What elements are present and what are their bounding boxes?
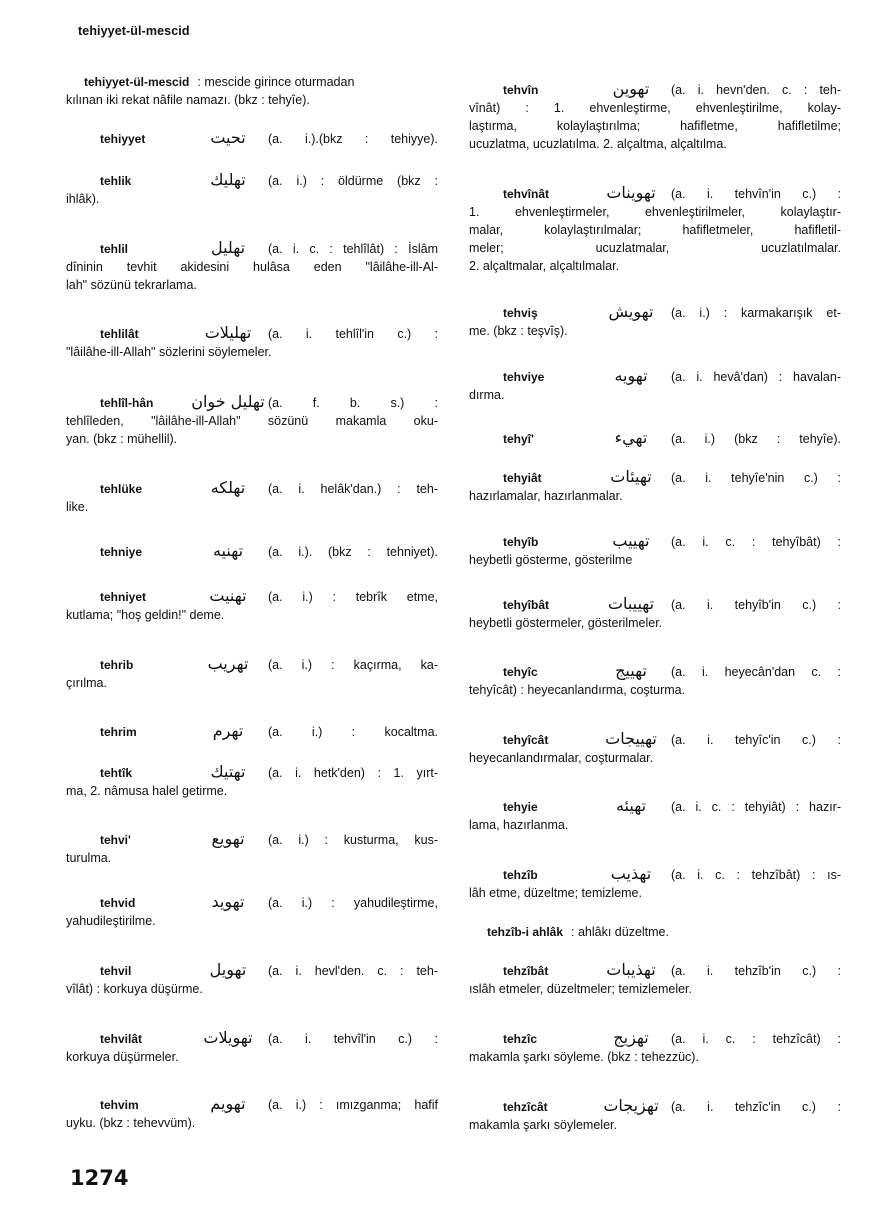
dictionary-entry: [66, 722, 438, 741]
entry-definition-line: me. (bkz : teşvîş).: [469, 324, 568, 338]
dictionary-entry: [66, 893, 438, 930]
entry-arabic-script: تهوينات: [606, 183, 656, 202]
entry-first-line: [469, 595, 841, 614]
entry-definition: (a. i. tehvîn'in c.) :: [671, 187, 841, 201]
entry-definition: (a. i. heyecân'dan c. :: [671, 665, 841, 679]
entry-definition: (a. i.) : kocaltma.: [268, 725, 438, 739]
entry-headword: tehzîcât: [503, 1100, 548, 1114]
entry-definition-line: dırma.: [469, 388, 505, 402]
entry-arabic-script: تهزيجات: [603, 1096, 659, 1115]
entry-definition: (a. i. c. : tehzîcât) :: [671, 1032, 841, 1046]
dictionary-entry: [66, 73, 438, 109]
entry-headword: tehyîbât: [503, 598, 550, 612]
entry-continuation: [66, 606, 438, 624]
dictionary-entry: [66, 763, 438, 800]
entry-headword: tehtîk: [100, 766, 133, 780]
page-number: 1274: [70, 1166, 129, 1190]
entry-text: [469, 923, 841, 941]
entry-definition: (a. i.) : karmakarışık et-: [671, 306, 841, 320]
entry-headword: tehlüke: [100, 482, 143, 496]
dictionary-entry: [66, 655, 438, 692]
entry-definition: (a. f. b. s.) :: [268, 396, 438, 410]
entry-definition-line: laştırma, kolaylaştırılma; hafifletme, hafifletilme;: [469, 119, 841, 133]
entry-first-line: [66, 1095, 438, 1114]
entry-definition-line: ıslâh etmeler, düzeltmeler; temizlemeler.: [469, 982, 693, 996]
dictionary-entry: [66, 324, 438, 361]
entry-continuation: [66, 190, 438, 208]
entry-first-line: [469, 429, 841, 448]
entry-first-line: [469, 532, 841, 551]
entry-definition-line: meler; ucuzlatmalar, ucuzlatılmalar.: [469, 241, 841, 255]
entry-first-line: [66, 722, 438, 741]
entry-headword: tehzîbât: [503, 964, 549, 978]
entry-first-line: [66, 239, 438, 258]
entry-arabic-script: تهلكه: [210, 478, 246, 497]
entry-definition-line: tehlîleden, "lâilâhe-ill-Allah" sözünü makamla oku-: [66, 414, 438, 428]
entry-definition-line: makamla şarkı söylemeler.: [469, 1118, 617, 1132]
entry-continuation: [469, 681, 841, 699]
entry-arabic-script: تهليلات: [204, 323, 252, 342]
entry-continuation: [469, 614, 841, 632]
entry-definition: (a. i.) : ımızganma; hafif: [268, 1098, 438, 1112]
dictionary-entry: [469, 797, 841, 834]
dictionary-entry: [66, 129, 438, 148]
entry-first-line: [469, 865, 841, 884]
entry-first-line: [469, 184, 841, 203]
entry-continuation: [66, 412, 438, 448]
entry-definition: (a. i. hetk'den) : 1. yırt-: [268, 766, 438, 780]
entry-headword: tehvim: [100, 1098, 139, 1112]
entry-arabic-script: تهذيب: [610, 864, 652, 883]
entry-headword: tehvînât: [503, 187, 550, 201]
entry-headword: tehvid: [100, 896, 136, 910]
entry-definition: (a. i.) : kusturma, kus-: [268, 833, 438, 847]
entry-headword: tehniye: [100, 545, 143, 559]
entry-definition-line: korkuya düşürmeler.: [66, 1050, 179, 1064]
entry-definition-line: dîninin tevhit akidesini hulâsa eden "lâilâhe-ill-Al-: [66, 260, 438, 274]
entry-continuation: [469, 386, 841, 404]
entry-headword: tehrim: [100, 725, 137, 739]
entry-definition-line: kutlama; "hoş geldin!" deme.: [66, 608, 225, 622]
entry-headword: tehniyet: [100, 590, 147, 604]
dictionary-entry: [469, 961, 841, 998]
dictionary-entry: [469, 80, 841, 153]
entry-continuation: [66, 849, 438, 867]
entry-arabic-script: تهيئه: [615, 796, 647, 815]
dictionary-entry: [469, 1097, 841, 1134]
entry-headword: tehyiât: [503, 471, 542, 485]
entry-definition: (a. i.) (bkz : tehyîe).: [671, 432, 841, 446]
entry-definition: (a. i. c. : tehlîlât) : İslâm: [268, 242, 438, 256]
entry-definition-line: : ahlâkı düzeltme.: [571, 925, 669, 939]
entry-definition-line: vîlât) : korkuya düşürme.: [66, 982, 203, 996]
entry-arabic-script: تهويه: [614, 366, 648, 385]
entry-arabic-script: تهريب: [207, 654, 249, 673]
entry-definition-line: tehyîcât) : heyecanlandırma, coşturma.: [469, 683, 686, 697]
dictionary-entry: [66, 542, 438, 561]
entry-headword: tehviş: [503, 306, 538, 320]
entry-continuation: [469, 322, 841, 340]
dictionary-entry: [66, 1029, 438, 1066]
entry-definition-line: heyecanlandırmalar, coşturmalar.: [469, 751, 654, 765]
entry-arabic-script: تهييب: [612, 531, 650, 550]
entry-first-line: [66, 542, 438, 561]
dictionary-entry: [66, 961, 438, 998]
entry-definition-line: lâh etme, düzeltme; temizleme.: [469, 886, 642, 900]
entry-first-line: [469, 468, 841, 487]
entry-definition-line: ucuzlatma, ucuzlatılma. 2. alçaltma, alçaltılma.: [469, 137, 727, 151]
entry-headword: tehzîb-i ahlâk: [487, 925, 564, 939]
entry-headword: tehiyyet-ül-mescid: [84, 75, 190, 89]
dictionary-entry: [66, 1095, 438, 1132]
dictionary-entry: [66, 830, 438, 867]
entry-definition: (a. i. tehyîb'in c.) :: [671, 598, 841, 612]
entry-arabic-script: تهنيه: [212, 541, 244, 560]
entry-arabic-script: تهرم: [212, 721, 244, 740]
dictionary-entry: [469, 730, 841, 767]
entry-first-line: [66, 479, 438, 498]
entry-first-line: [469, 1029, 841, 1048]
entry-continuation: [66, 498, 438, 516]
entry-definition: (a. i.) : öldürme (bkz :: [268, 174, 438, 188]
entry-arabic-script: تهويل: [209, 960, 247, 979]
entry-headword: tehlilât: [100, 327, 139, 341]
entry-definition: (a. i.) : tebrîk etme,: [268, 590, 438, 604]
entry-first-line: [469, 80, 841, 99]
entry-headword: tehrib: [100, 658, 134, 672]
dictionary-entry: [66, 479, 438, 516]
entry-definition: (a. i.). (bkz : tehniyet).: [268, 545, 438, 559]
entry-continuation: [469, 551, 841, 569]
entry-definition-line: makamla şarkı söyleme. (bkz : tehezzüc).: [469, 1050, 699, 1064]
entry-definition-line: : mescide girince oturmadan: [197, 75, 355, 89]
dictionary-entry: [469, 367, 841, 404]
entry-first-line: [66, 1029, 438, 1048]
dictionary-entry: [469, 468, 841, 505]
entry-headword: tehyî': [503, 432, 534, 446]
entry-definition-line: turulma.: [66, 851, 112, 865]
entry-continuation: [469, 1048, 841, 1066]
entry-definition-line: yan. (bkz : mühellil).: [66, 432, 178, 446]
entry-first-line: [66, 763, 438, 782]
entry-first-line: [66, 171, 438, 190]
entry-first-line: [469, 961, 841, 980]
entry-text: [66, 73, 438, 109]
entry-headword: tehzîb: [503, 868, 538, 882]
entry-definition-line: 1. ehvenleştirmeler, ehvenleştirilmeler, kolaylaştır-: [469, 205, 841, 219]
entry-first-line: [66, 393, 438, 412]
entry-continuation: [469, 980, 841, 998]
entry-continuation: [469, 816, 841, 834]
entry-continuation: [66, 912, 438, 930]
entry-definition-line: lah" sözünü tekrarlama.: [66, 278, 197, 292]
dictionary-entry: [66, 239, 438, 294]
entry-headword: tehyie: [503, 800, 538, 814]
entry-headword: tehvilât: [100, 1032, 143, 1046]
entry-continuation: [469, 487, 841, 505]
entry-headword: tehlil: [100, 242, 129, 256]
dictionary-entry: [469, 595, 841, 632]
entry-headword: tehlîl-hân: [100, 396, 154, 410]
dictionary-entry: [469, 923, 841, 941]
entry-headword: tehlik: [100, 174, 132, 188]
dictionary-entry: [469, 865, 841, 902]
entry-arabic-script: تهذيبات: [606, 960, 656, 979]
entry-headword: tehyîb: [503, 535, 539, 549]
entry-definition: (a. i. c. : tehyiât) : hazır-: [671, 800, 841, 814]
dictionary-entry: [469, 184, 841, 275]
entry-definition-line: heybetli gösterme, gösterilme: [469, 553, 633, 567]
entry-first-line: [66, 324, 438, 343]
dictionary-entry: [66, 171, 438, 208]
running-header: tehiyyet-ül-mescid: [78, 24, 190, 38]
entry-first-line: [469, 730, 841, 749]
entry-arabic-script: تهويش: [608, 302, 654, 321]
entry-headword: tehyîcât: [503, 733, 549, 747]
entry-arabic-script: تهييبات: [607, 594, 655, 613]
entry-continuation: [66, 258, 438, 294]
entry-definition: (a. i. c. : tehyîbât) :: [671, 535, 841, 549]
entry-arabic-script: تهيئات: [610, 467, 652, 486]
entry-arabic-script: تهييجات: [605, 729, 657, 748]
dictionary-entry: [469, 429, 841, 448]
entry-continuation: [469, 749, 841, 767]
entry-definition-line: ma, 2. nâmusa halel getirme.: [66, 784, 228, 798]
entry-arabic-script: تهيء: [614, 428, 648, 447]
entry-definition: (a. i. hevl'den. c. : teh-: [268, 964, 438, 978]
entry-continuation: [66, 674, 438, 692]
entry-headword: tehvi': [100, 833, 131, 847]
entry-first-line: [66, 129, 438, 148]
entry-first-line: [66, 587, 438, 606]
entry-definition: (a. i. tehyîc'in c.) :: [671, 733, 841, 747]
entry-definition: (a. i. tehyîe'nin c.) :: [671, 471, 841, 485]
entry-definition: (a. i. tehzîc'in c.) :: [671, 1100, 841, 1114]
entry-definition: (a. i. helâk'dan.) : teh-: [268, 482, 438, 496]
entry-definition: (a. i. c. : tehzîbât) : ıs-: [671, 868, 841, 882]
entry-definition-line: vînât) : 1. ehvenleştirme, ehvenleştirilme, kolay-: [469, 101, 841, 115]
entry-definition: (a. i.).(bkz : tehiyye).: [268, 132, 438, 146]
entry-continuation: [469, 1116, 841, 1134]
entry-arabic-script: تهليل خوان: [191, 392, 265, 411]
entry-headword: tehiyyet: [100, 132, 146, 146]
entry-arabic-script: تهويد: [211, 892, 245, 911]
entry-definition: (a. i. hevn'den. c. : teh-: [671, 83, 841, 97]
dictionary-entry: [469, 662, 841, 699]
entry-definition-line: uyku. (bkz : tehevvüm).: [66, 1116, 196, 1130]
entry-definition: (a. i.) : yahudileştirme,: [268, 896, 438, 910]
entry-definition-line: heybetli göstermeler, gösterilmeler.: [469, 616, 663, 630]
entry-continuation: [469, 884, 841, 902]
dictionary-entry: [66, 393, 438, 448]
entry-arabic-script: تهليل: [210, 238, 246, 257]
entry-headword: tehviye: [503, 370, 545, 384]
entry-definition: (a. i. tehzîb'in c.) :: [671, 964, 841, 978]
entry-definition: (a. i.) : kaçırma, ka-: [268, 658, 438, 672]
entry-first-line: [469, 662, 841, 681]
entry-definition-line: ihlâk).: [66, 192, 100, 206]
entry-headword: tehvil: [100, 964, 132, 978]
entry-definition: (a. i. tehlîl'in c.) :: [268, 327, 438, 341]
entry-definition-line: yahudileştirilme.: [66, 914, 156, 928]
entry-definition-line: malar, kolaylaştırılmalar; hafifletmeler, hafifletil-: [469, 223, 841, 237]
entry-arabic-script: تهييج: [615, 661, 647, 680]
entry-arabic-script: تهليك: [210, 170, 246, 189]
entry-definition-line: 2. alçaltmalar, alçaltılmalar.: [469, 259, 620, 273]
entry-first-line: [469, 367, 841, 386]
entry-continuation: [469, 203, 841, 275]
entry-arabic-script: تهويع: [211, 829, 245, 848]
entry-definition-line: like.: [66, 500, 89, 514]
entry-first-line: [469, 303, 841, 322]
entry-continuation: [66, 782, 438, 800]
entry-arabic-script: تهويم: [210, 1094, 246, 1113]
entry-definition: (a. i. hevâ'dan) : havalan-: [671, 370, 841, 384]
entry-definition-line: kılınan iki rekat nâfile namazı. (bkz : tehyîe).: [66, 93, 310, 107]
entry-arabic-script: تهويلات: [203, 1028, 253, 1047]
entry-definition: (a. i. tehvîl'in c.) :: [268, 1032, 438, 1046]
entry-first-line: [469, 1097, 841, 1116]
entry-continuation: [469, 99, 841, 153]
entry-continuation: [66, 1048, 438, 1066]
entry-first-line: [66, 893, 438, 912]
dictionary-entry: [469, 1029, 841, 1066]
entry-arabic-script: تهتيك: [210, 762, 246, 781]
entry-arabic-script: تهزيج: [613, 1028, 649, 1047]
entry-definition-line: hazırlamalar, hazırlanmalar.: [469, 489, 623, 503]
entry-first-line: [469, 797, 841, 816]
dictionary-entry: [66, 587, 438, 624]
entry-first-line: [66, 830, 438, 849]
entry-headword: tehyîc: [503, 665, 538, 679]
dictionary-entry: [469, 303, 841, 340]
entry-arabic-script: تحيت: [210, 128, 246, 147]
entry-first-line: [66, 655, 438, 674]
entry-definition-line: lama, hazırlanma.: [469, 818, 569, 832]
entry-continuation: [66, 1114, 438, 1132]
entry-continuation: [66, 343, 438, 361]
entry-headword: tehvîn: [503, 83, 539, 97]
entry-arabic-script: تهنيت: [209, 586, 247, 605]
entry-headword: tehzîc: [503, 1032, 538, 1046]
entry-definition-line: çırılma.: [66, 676, 107, 690]
dictionary-entry: [469, 532, 841, 569]
entry-arabic-script: تهوين: [612, 79, 650, 98]
entry-first-line: [66, 961, 438, 980]
entry-definition-line: "lâilâhe-ill-Allah" sözlerini söylemeler.: [66, 345, 272, 359]
entry-continuation: [66, 980, 438, 998]
